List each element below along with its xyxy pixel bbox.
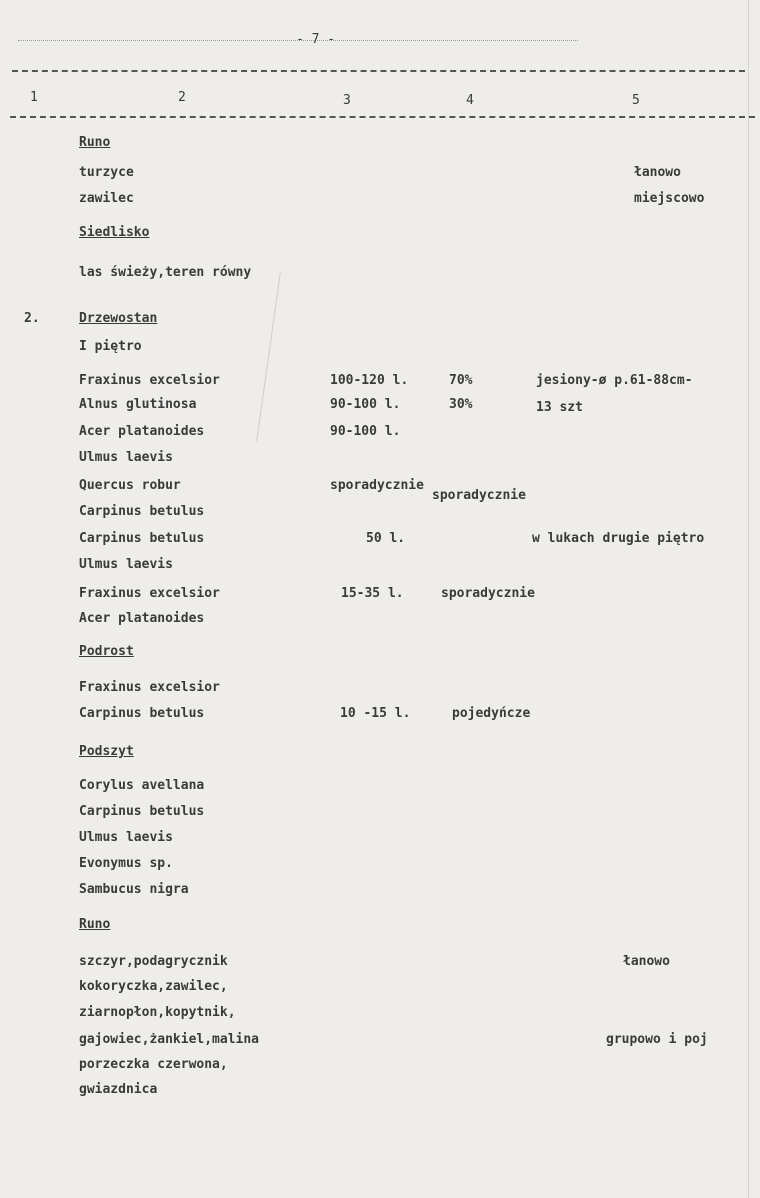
column-header-4: 4 — [466, 93, 474, 108]
cell-alnus-c5: 13 szt — [536, 400, 583, 415]
cell-fraxinus1-c3: 100-120 l. — [330, 373, 409, 388]
cell-alnus-c2: Alnus glutinosa — [79, 397, 197, 412]
cell-ulmus2-c2: Ulmus laevis — [79, 557, 173, 572]
cell-quercus-c4: sporadycznie — [432, 488, 526, 503]
cell-turzyce-c2: turzyce — [79, 165, 134, 180]
page-number: - 7 - — [296, 32, 336, 47]
cell-acer1-c2: Acer platanoides — [79, 424, 205, 439]
cell-runo1-head-c2: Runo — [79, 135, 111, 150]
cell-fraxinus2-c4: sporadycznie — [441, 586, 535, 601]
cell-carpinus2-c3: 50 l. — [366, 531, 406, 546]
column-header-1: 1 — [30, 90, 38, 105]
cell-fraxinus1-c5: jesiony-ø p.61-88cm- — [536, 373, 693, 388]
cell-podszyt-head-c2: Podszyt — [79, 744, 134, 759]
cell-carpinus3-c4: pojedyńcze — [452, 706, 531, 721]
cell-ulmus3-c2: Ulmus laevis — [79, 830, 173, 845]
cell-carpinus2-c2: Carpinus betulus — [79, 531, 205, 546]
cell-acer1-c3: 90-100 l. — [330, 424, 401, 439]
cell-alnus-c4: 30% — [449, 397, 473, 412]
cell-sambucus-c2: Sambucus nigra — [79, 882, 189, 897]
cell-fraxinus1-c4: 70% — [449, 373, 473, 388]
cell-alnus-c3: 90-100 l. — [330, 397, 401, 412]
cell-siedlisko-head-c2: Siedlisko — [79, 225, 150, 240]
cell-fraxinus2-c2: Fraxinus excelsior — [79, 586, 220, 601]
cell-carpinus4-c2: Carpinus betulus — [79, 804, 205, 819]
cell-ulmus1-c2: Ulmus laevis — [79, 450, 173, 465]
cell-szczyr-c5: łanowo — [623, 954, 670, 969]
cell-evonymus-c2: Evonymus sp. — [79, 856, 173, 871]
cell-gajowiec-c5: grupowo i poj — [606, 1032, 708, 1047]
pencil-mark — [256, 273, 281, 441]
cell-carpinus2-c5: w lukach drugie piętro — [532, 531, 705, 546]
cell-quercus-c3: sporadycznie — [330, 478, 424, 493]
table-top-rule — [12, 70, 745, 72]
cell-las-c2: las świeży,teren równy — [79, 265, 252, 280]
cell-podrost-head-c2: Podrost — [79, 644, 134, 659]
cell-pietro-c2: I piętro — [79, 339, 142, 354]
cell-zawilec-c2: zawilec — [79, 191, 134, 206]
column-header-2: 2 — [178, 90, 186, 105]
column-header-3: 3 — [343, 93, 351, 108]
cell-porzeczka-c2: porzeczka czerwona, — [79, 1057, 228, 1072]
cell-zawilec-c5: miejscowo — [634, 191, 705, 206]
cell-fraxinus1-c2: Fraxinus excelsior — [79, 373, 220, 388]
cell-drzewostan-c2: Drzewostan — [79, 311, 158, 326]
cell-ziarnoplon-c2: ziarnopłon,kopytnik, — [79, 1005, 236, 1020]
cell-acer2-c2: Acer platanoides — [79, 611, 205, 626]
cell-gajowiec-c2: gajowiec,żankiel,malina — [79, 1032, 260, 1047]
cell-carpinus3-c3: 10 -15 l. — [340, 706, 411, 721]
cell-runo2-head-c2: Runo — [79, 917, 111, 932]
page-edge-shadow — [748, 0, 749, 1198]
column-header-5: 5 — [632, 93, 640, 108]
cell-fraxinus2-c3: 15-35 l. — [341, 586, 404, 601]
cell-kokoryczka-c2: kokoryczka,zawilec, — [79, 979, 228, 994]
cell-drzewostan-c1: 2. — [24, 311, 40, 326]
table-header-rule — [10, 116, 755, 118]
cell-szczyr-c2: szczyr,podagrycznik — [79, 954, 228, 969]
cell-corylus-c2: Corylus avellana — [79, 778, 205, 793]
cell-carpinus1-c2: Carpinus betulus — [79, 504, 205, 519]
cell-turzyce-c5: łanowo — [634, 165, 681, 180]
cell-carpinus3-c2: Carpinus betulus — [79, 706, 205, 721]
cell-fraxinus3-c2: Fraxinus excelsior — [79, 680, 220, 695]
cell-quercus-c2: Quercus robur — [79, 478, 181, 493]
cell-gwiazdnica-c2: gwiazdnica — [79, 1082, 158, 1097]
